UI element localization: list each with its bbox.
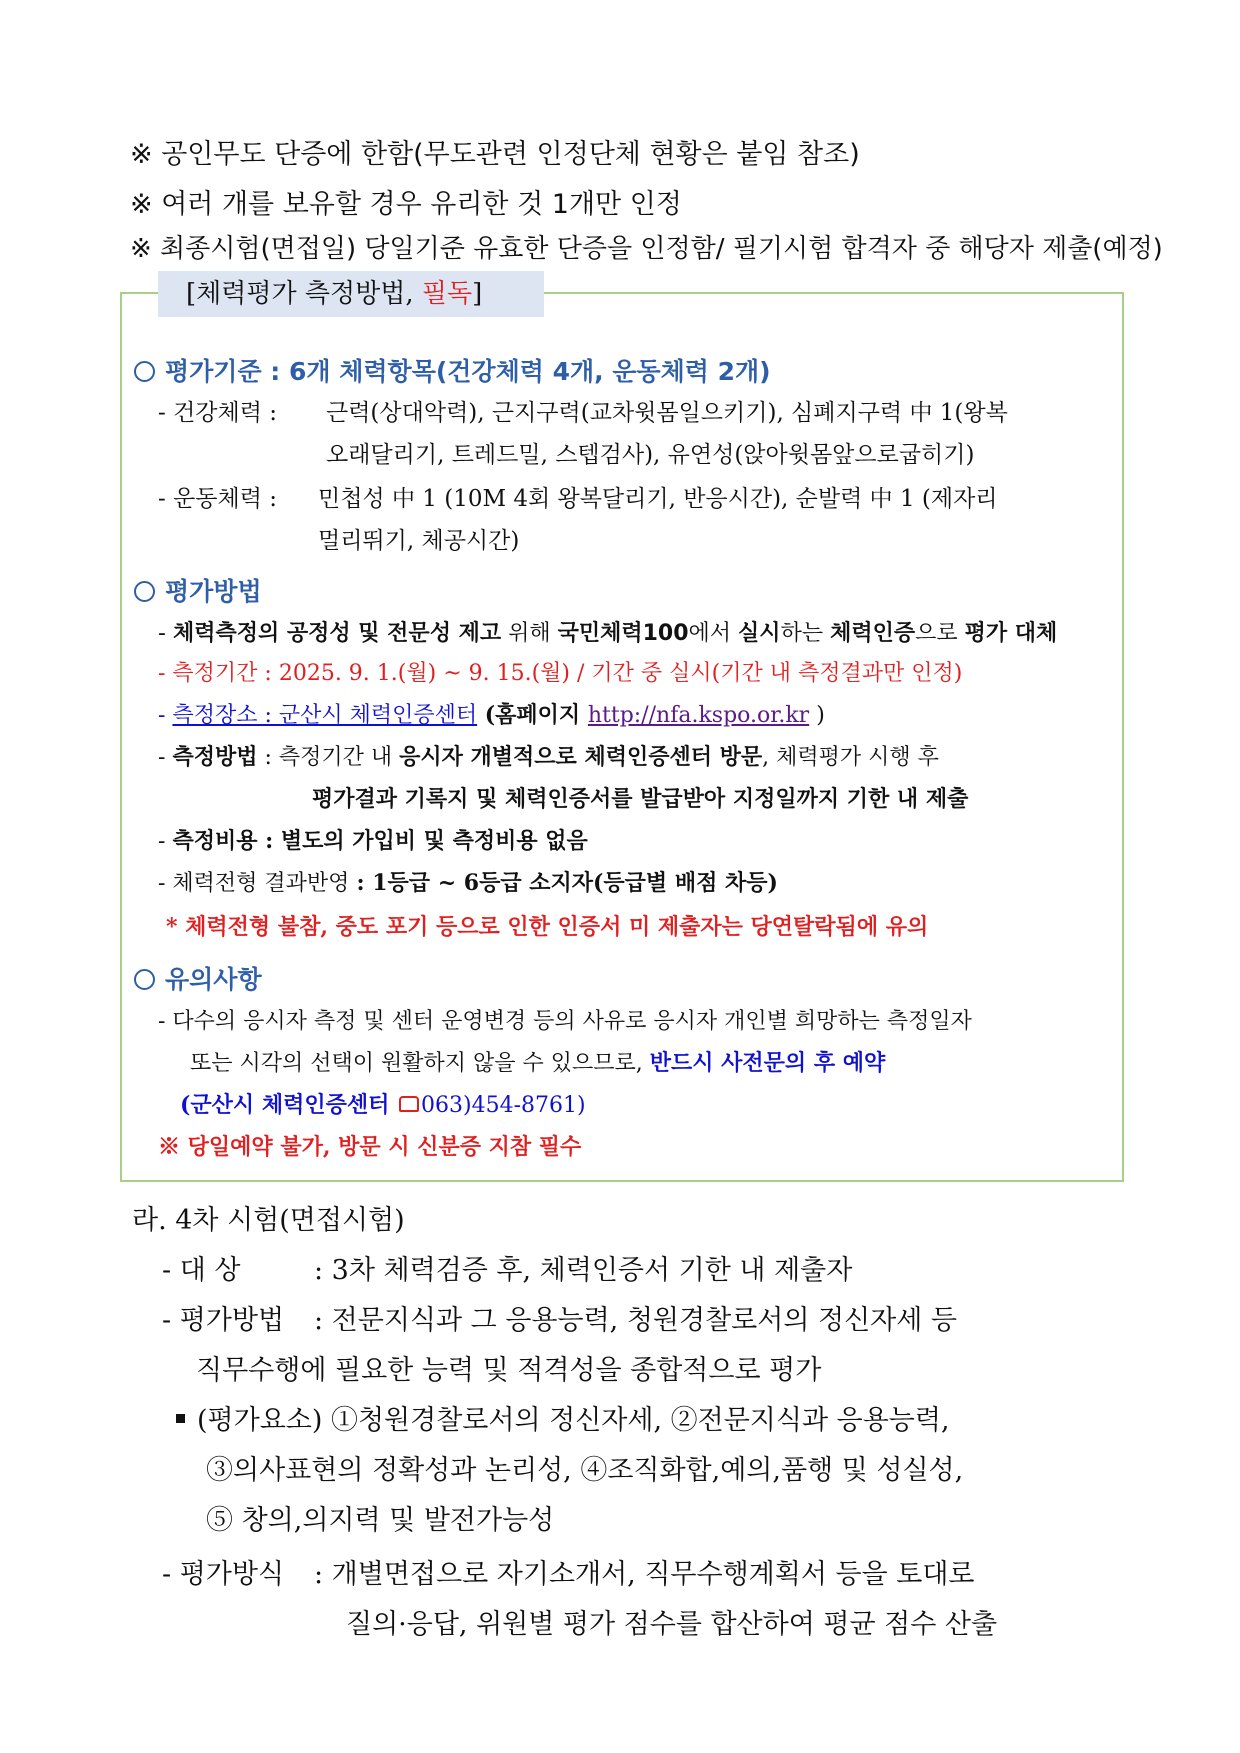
section-method-heading: 평가방법 [134, 572, 262, 608]
motor-line-2: 멀리뛰기, 체공시간) [318, 528, 520, 554]
health-line-1: 근력(상대악력), 근지구력(교차윗몸일으키기), 심폐지구력 中 1(왕복 [326, 400, 1008, 426]
place-name: 측정장소 : 군산시 체력인증센터 [172, 703, 478, 728]
health-line-2: 오래달리기, 트레드밀, 스텝검사), 유연성(앉아윗몸앞으로굽히기) [326, 442, 975, 468]
elements-line-2: ③의사표현의 정확성과 논리성, ④조직화합,예의,품행 및 성실성, [206, 1455, 964, 1486]
method-label: - 평가방법 [162, 1305, 285, 1336]
notes-line-4: ※ 당일예약 불가, 방문 시 신분증 지참 필수 [158, 1134, 582, 1160]
target-label: - 대 상 [162, 1255, 241, 1286]
target-text: : 3차 체력검증 후, 체력인증서 기한 내 제출자 [314, 1255, 853, 1286]
square-bullet-icon [176, 1414, 185, 1423]
method-cost-line: - 측정비용 : 별도의 가입비 및 측정비용 없음 [158, 828, 588, 854]
section-criteria-heading: 평가기준 : 6개 체력항목(건강체력 4개, 운동체력 2개) [134, 352, 771, 388]
notes-line-2: 또는 시각의 선택이 원활하지 않을 수 있으므로, 반드시 사전문의 후 예약 [190, 1050, 886, 1076]
note-1: ※ 공인무도 단증에 한함(무도관련 인정단체 현황은 붙임 참조) [130, 139, 860, 170]
box-title-suffix: ] [472, 279, 483, 309]
notes-line-1: - 다수의 응시자 측정 및 센터 운영변경 등의 사유로 응시자 개인별 희망하는 측정일자 [158, 1009, 972, 1034]
box-title [158, 271, 544, 317]
elements-line-1: (평가요소) ①청원경찰로서의 정신자세, ②전문지식과 응용능력, [176, 1398, 950, 1437]
notes-line-3: (군산시 체력인증센터 063)454-8761) [180, 1092, 586, 1118]
phone-icon [399, 1096, 419, 1112]
circle-bullet-icon [134, 361, 155, 382]
box-title-required: 필독 [421, 279, 473, 309]
style-text-line-2: 질의·응답, 위원별 평가 점수를 합산하여 평균 점수 산출 [346, 1609, 998, 1640]
circle-bullet-icon [134, 581, 155, 602]
style-text: : 개별면접으로 자기소개서, 직무수행계획서 등을 토대로 [314, 1559, 975, 1590]
method-warning-line: * 체력전형 불참, 중도 포기 등으로 인한 인증서 미 제출자는 당연탈락됨에 유의 [166, 914, 929, 940]
method-place-line: - 측정장소 : 군산시 체력인증센터 (홈페이지 http://nfa.kspo.or.kr ) [158, 702, 825, 728]
health-label: - 건강체력 : [158, 400, 278, 426]
note-3: ※ 최종시험(면접일) 당일기준 유효한 단증을 인정함/ 필기시험 합격자 중 해당자 제출(예정) [130, 234, 1163, 264]
method-text: : 전문지식과 그 응용능력, 청원경찰로서의 정신자세 등 [314, 1305, 957, 1336]
motor-label: - 운동체력 : [158, 486, 278, 512]
method-result-line: - 체력전형 결과반영 : 1등급 ~ 6등급 소지자(등급별 배점 차등) [158, 870, 778, 896]
section-notes-heading: 유의사항 [134, 960, 262, 996]
method-how-line-2: 평가결과 기록지 및 체력인증서를 발급받아 지정일까지 기한 내 제출 [312, 786, 969, 812]
note-2: ※ 여러 개를 보유할 경우 유리한 것 1개만 인정 [130, 189, 682, 220]
method-how-line-1: - 측정방법 : 측정기간 내 응시자 개별적으로 체력인증센터 방문, 체력평가 시행 후 [158, 744, 939, 770]
style-label: - 평가방식 [162, 1559, 285, 1590]
interview-heading: 라. 4차 시험(면접시험) [132, 1205, 405, 1236]
motor-line-1: 민첩성 中 1 (10M 4회 왕복달리기, 반응시간), 순발력 中 1 (제자리 [318, 486, 998, 512]
homepage-link[interactable]: http://nfa.kspo.or.kr [587, 703, 810, 728]
method-line-1: - 체력측정의 공정성 및 전문성 제고 위해 국민체력100에서 실시하는 체력인증으로 평가 대체 [158, 621, 1058, 646]
method-period-line: - 측정기간 : 2025. 9. 1.(월) ~ 9. 15.(월) / 기간 중 실시(기간 내 측정결과만 인정) [158, 661, 963, 686]
method-text-line-2: 직무수행에 필요한 능력 및 적격성을 종합적으로 평가 [196, 1355, 822, 1386]
circle-bullet-icon [134, 969, 155, 990]
box-title-prefix: [체력평가 측정방법, [186, 279, 422, 309]
elements-line-3: ⑤ 창의,의지력 및 발전가능성 [206, 1505, 555, 1536]
